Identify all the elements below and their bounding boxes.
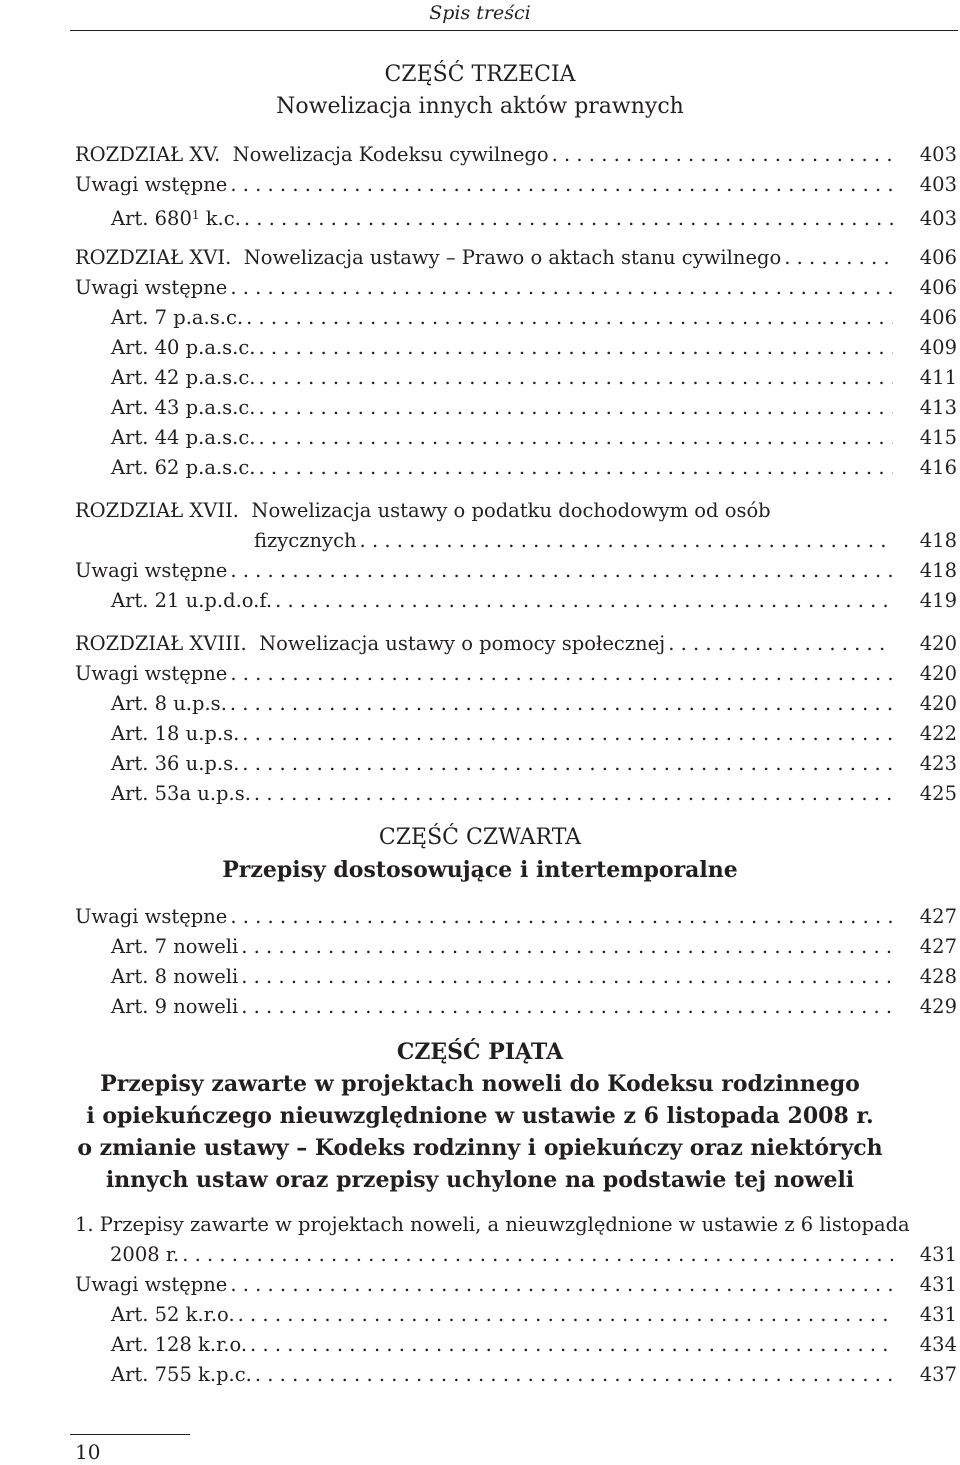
toc-entry-section1[interactable] <box>75 1240 957 1270</box>
leader-dots <box>252 1360 893 1390</box>
entry-label: Uwagi wstępne <box>75 905 228 928</box>
leader-dots <box>227 1270 893 1300</box>
running-head: Spis treści <box>429 2 531 24</box>
part4-subtitle: Przepisy dostosowujące i intertemporalne <box>222 857 738 883</box>
page-folio: 10 <box>75 1440 101 1464</box>
leader-dots <box>227 902 893 932</box>
leader-dots <box>227 556 893 586</box>
leader-dots <box>255 363 893 393</box>
leader-dots <box>235 1300 893 1330</box>
part4-title: CZĘŚĆ CZWARTA <box>378 825 582 850</box>
footer-rule <box>70 1434 190 1435</box>
leader-dots <box>239 719 893 749</box>
toc-entry[interactable] <box>75 393 957 423</box>
page-number: 437 <box>919 1363 957 1386</box>
entry-label: 2008 r. <box>110 1243 180 1266</box>
entry-label: Art. 62 p.a.s.c. <box>111 456 256 479</box>
page-number: 411 <box>919 366 957 389</box>
page-number: 431 <box>919 1303 957 1326</box>
entry-label: Art. 7 p.a.s.c. <box>111 306 244 329</box>
page-number: 428 <box>919 965 957 988</box>
toc-entry[interactable] <box>75 1330 957 1360</box>
page-number: 406 <box>919 276 957 299</box>
page-number: 403 <box>919 143 957 166</box>
page-number: 427 <box>919 935 957 958</box>
entry-label: Uwagi wstępne <box>75 173 228 196</box>
part5-subtitle-line: innych ustaw oraz przepisy uchylone na podstawie tej noweli <box>105 1167 855 1193</box>
chapter-title: Nowelizacja ustawy o podatku dochodowym od osób <box>251 499 771 522</box>
page-number: 403 <box>919 207 957 230</box>
chapter-label: ROZDZIAŁ XVI. Nowelizacja ustawy – Prawo o aktach stanu cywilnego <box>75 246 782 269</box>
leader-dots <box>255 423 893 453</box>
leader-dots <box>227 689 893 719</box>
toc-entry[interactable] <box>75 273 957 303</box>
part5-title: CZĘŚĆ PIĄTA <box>396 1039 564 1065</box>
leader-dots <box>665 629 893 659</box>
entry-label: Art. 42 p.a.s.c. <box>111 366 256 389</box>
entry-label: Art. 18 u.p.s. <box>111 722 240 745</box>
page-number: 416 <box>919 456 957 479</box>
toc-entry[interactable] <box>75 170 957 200</box>
page-number: 415 <box>919 426 957 449</box>
toc-entry-chapter15[interactable] <box>75 140 957 170</box>
entry-label: Art. 53a u.p.s. <box>111 782 251 805</box>
page-number: 434 <box>919 1333 957 1356</box>
entry-label: Art. 9 noweli <box>111 995 239 1018</box>
superscript: 1 <box>191 208 200 222</box>
toc-entry[interactable] <box>75 749 957 779</box>
entry-label: Art. $680^1$ k.c. <box>111 207 241 230</box>
entry-label: Art. 8 noweli <box>111 965 239 988</box>
page-number: 413 <box>919 396 957 419</box>
page-number: 406 <box>919 246 957 269</box>
leader-dots <box>781 243 893 273</box>
entry-label: Art. 43 p.a.s.c. <box>111 396 256 419</box>
page-number: 420 <box>919 692 957 715</box>
page-number: 420 <box>919 662 957 685</box>
toc-entry-chapter17-title[interactable] <box>75 496 955 526</box>
toc-entry[interactable] <box>75 556 957 586</box>
leader-dots <box>255 333 893 363</box>
leader-dots <box>357 526 893 556</box>
leader-dots <box>227 170 893 200</box>
entry-label: Art. 36 u.p.s. <box>111 752 240 775</box>
leader-dots <box>227 273 893 303</box>
leader-dots <box>272 586 893 616</box>
part5-subtitle-line: Przepisy zawarte w projektach noweli do Kodeksu rodzinnego <box>100 1071 860 1097</box>
toc-entry[interactable] <box>75 333 957 363</box>
entry-label: Uwagi wstępne <box>75 1273 228 1296</box>
leader-dots <box>179 1240 893 1270</box>
leader-dots <box>241 204 893 234</box>
toc-entry[interactable] <box>75 1360 957 1390</box>
leader-dots <box>255 453 893 483</box>
toc-entry[interactable] <box>75 1270 957 1300</box>
entry-label: Uwagi wstępne <box>75 276 228 299</box>
page-number: 425 <box>919 782 957 805</box>
entry-label: Art. 7 noweli <box>111 935 239 958</box>
leader-dots <box>549 140 893 170</box>
part3-subtitle: Nowelizacja innych aktów prawnych <box>276 94 684 119</box>
leader-dots <box>227 659 893 689</box>
toc-entry[interactable] <box>75 586 957 616</box>
entry-label: Art. 44 p.a.s.c. <box>111 426 256 449</box>
leader-dots <box>243 303 893 333</box>
leader-dots <box>238 932 893 962</box>
part5-subtitle-line: i opiekuńczego nieuwzględnione w ustawie z 6 listopada 2008 r. <box>86 1103 874 1129</box>
toc-entry[interactable] <box>75 902 957 932</box>
toc-entry[interactable] <box>75 423 957 453</box>
entry-label: Art. 21 u.p.d.o.f. <box>111 589 273 612</box>
toc-entry[interactable] <box>75 1300 957 1330</box>
toc-entry[interactable] <box>75 992 957 1022</box>
page-number: 431 <box>919 1243 957 1266</box>
toc-entry[interactable] <box>75 659 957 689</box>
toc-entry-chapter16[interactable] <box>75 243 957 273</box>
page-number: 429 <box>919 995 957 1018</box>
toc-entry[interactable] <box>75 719 957 749</box>
entry-label: Art. 755 k.p.c. <box>111 1363 252 1386</box>
toc-entry-chapter17[interactable] <box>75 526 957 556</box>
toc-entry[interactable] <box>75 779 957 809</box>
entry-label: Uwagi wstępne <box>75 559 228 582</box>
page-number: 423 <box>919 752 957 775</box>
page-number: 406 <box>919 306 957 329</box>
page-number: 409 <box>919 336 957 359</box>
chapter-label: ROZDZIAŁ XV. Nowelizacja Kodeksu cywilnego <box>75 143 549 166</box>
page-number: 422 <box>919 722 957 745</box>
chapter-label: ROZDZIAŁ XVIII. Nowelizacja ustawy o pomocy społecznej <box>75 632 666 655</box>
toc-entry[interactable] <box>75 303 957 333</box>
toc-entry[interactable] <box>75 932 957 962</box>
page-number: 427 <box>919 905 957 928</box>
page-number: 420 <box>919 632 957 655</box>
entry-label: Art. 52 k.r.o. <box>111 1303 235 1326</box>
leader-dots <box>239 749 893 779</box>
section1-title[interactable]: 1. Przepisy zawarte w projektach noweli, a nieuwzględnione w ustawie z 6 listopada <box>75 1213 910 1236</box>
entry-label: Art. 8 u.p.s. <box>111 692 227 715</box>
page-number: 403 <box>919 173 957 196</box>
part3-title: CZĘŚĆ TRZECIA <box>384 62 576 87</box>
entry-label: Uwagi wstępne <box>75 662 228 685</box>
leader-dots <box>255 393 893 423</box>
chapter-label: ROZDZIAŁ XVII. <box>75 499 239 522</box>
toc-entry[interactable] <box>75 689 957 719</box>
leader-dots <box>247 1330 893 1360</box>
toc-entry[interactable] <box>75 962 957 992</box>
toc-entry-chapter18[interactable] <box>75 629 957 659</box>
page-number: 418 <box>919 529 957 552</box>
toc-entry[interactable] <box>75 363 957 393</box>
entry-label: Art. 128 k.r.o. <box>111 1333 248 1356</box>
page-number: 419 <box>919 589 957 612</box>
page-number: 418 <box>919 559 957 582</box>
leader-dots <box>238 992 893 1022</box>
toc-entry[interactable] <box>75 453 957 483</box>
part5-subtitle-line: o zmianie ustawy – Kodeks rodzinny i opiekuńczy oraz niektórych <box>77 1135 883 1161</box>
header-rule <box>70 30 958 31</box>
leader-dots <box>251 779 893 809</box>
page-number: 431 <box>919 1273 957 1296</box>
leader-dots <box>238 962 893 992</box>
toc-entry[interactable] <box>75 200 957 230</box>
entry-label: Art. 40 p.a.s.c. <box>111 336 256 359</box>
entry-label: fizycznych <box>254 529 357 552</box>
